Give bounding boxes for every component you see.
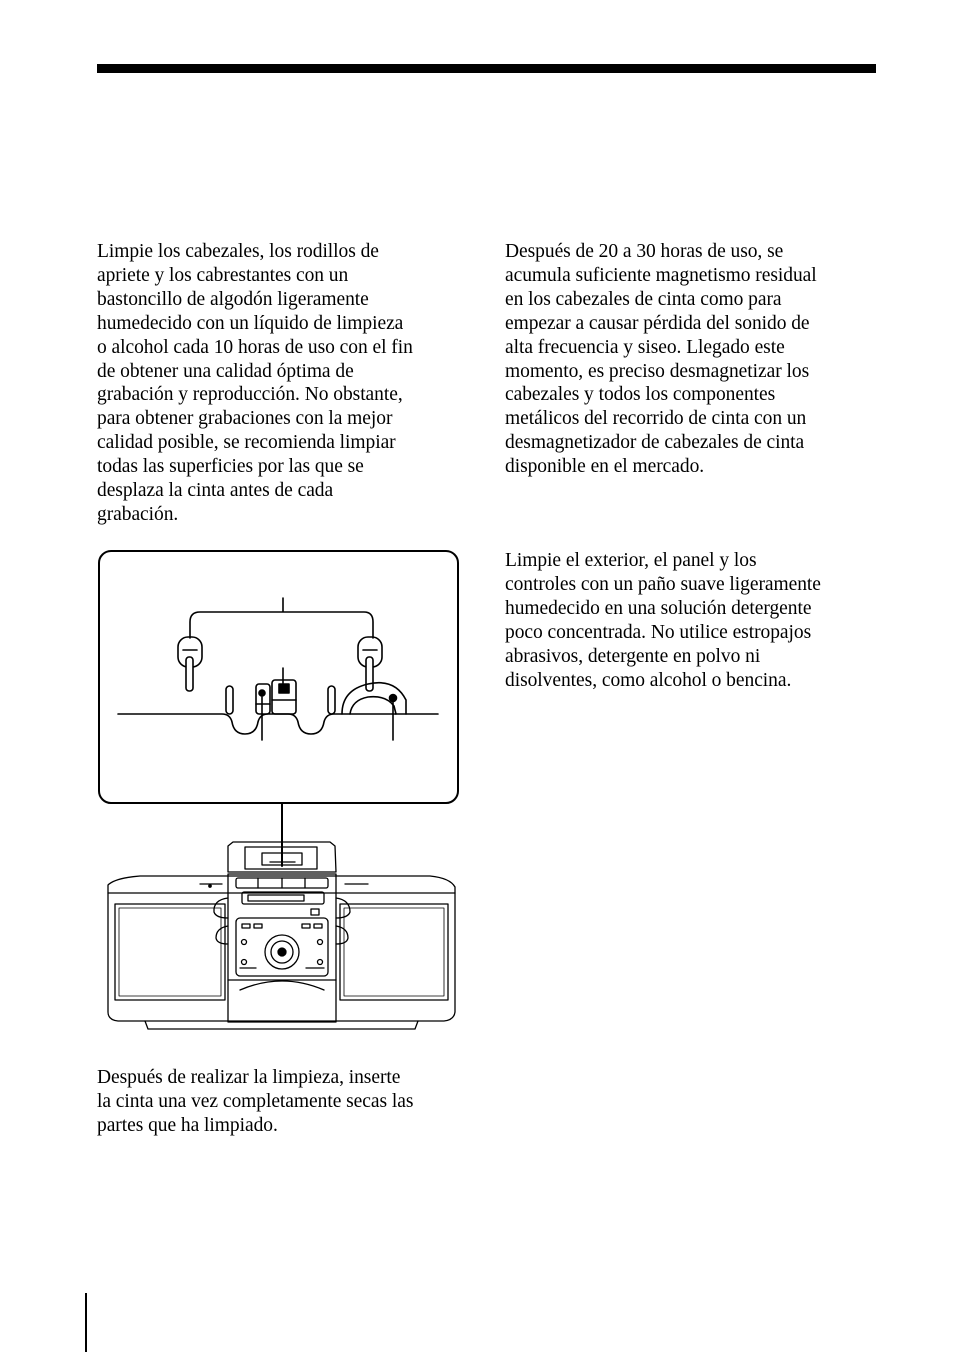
capstan-right-icon [328,686,335,714]
page-margin-line [85,1293,87,1352]
capstan-left-icon [226,686,233,714]
demagnetize-paragraph: Después de 20 a 30 horas de uso, se acumula suficiente magnetismo residual en los cabezales de cinta como para empezar a causar pérdida del sonido de alta frecuencia y siseo. Llegado este momento, es preciso desmagnetizar los cabezales y todos los componentes metálicos del recorrido de cinta con un desmagnetizador de cabezales de cinta disponible en el mercado. [505,241,817,478]
after-cleaning-paragraph: Después de realizar la limpieza, inserte la cinta una vez completamente secas las partes que ha limpiado. [97,1067,414,1136]
erase-head-icon [342,683,406,714]
cleaning-heads-paragraph: Limpie los cabezales, los rodillos de apriete y los cabrestantes con un bastoncillo de algodón ligeramente humedecido con un líquido de limpieza o alcohol cada 10 horas de uso con el fin de obtener una calidad óptima de grabación y reproducción. No obstante, para obtener grabaciones con la mejor calidad posible, se recomienda limpiar todas las superficies por las que se desplaza la cinta antes de cada grabación. [97,241,413,525]
cd-radio-cassette-player-icon [108,842,455,1029]
pinch-roller-left-icon [178,637,202,691]
exterior-cleaning-paragraph: Limpie el exterior, el panel y los controles con un paño suave ligeramente humedecido en una solución detergente poco concentrada. No utilice estropajos abrasivos, detergente en polvo ni disolventes, como alcohol o bencina. [505,550,821,691]
tape-path-detail-callout [99,551,458,866]
